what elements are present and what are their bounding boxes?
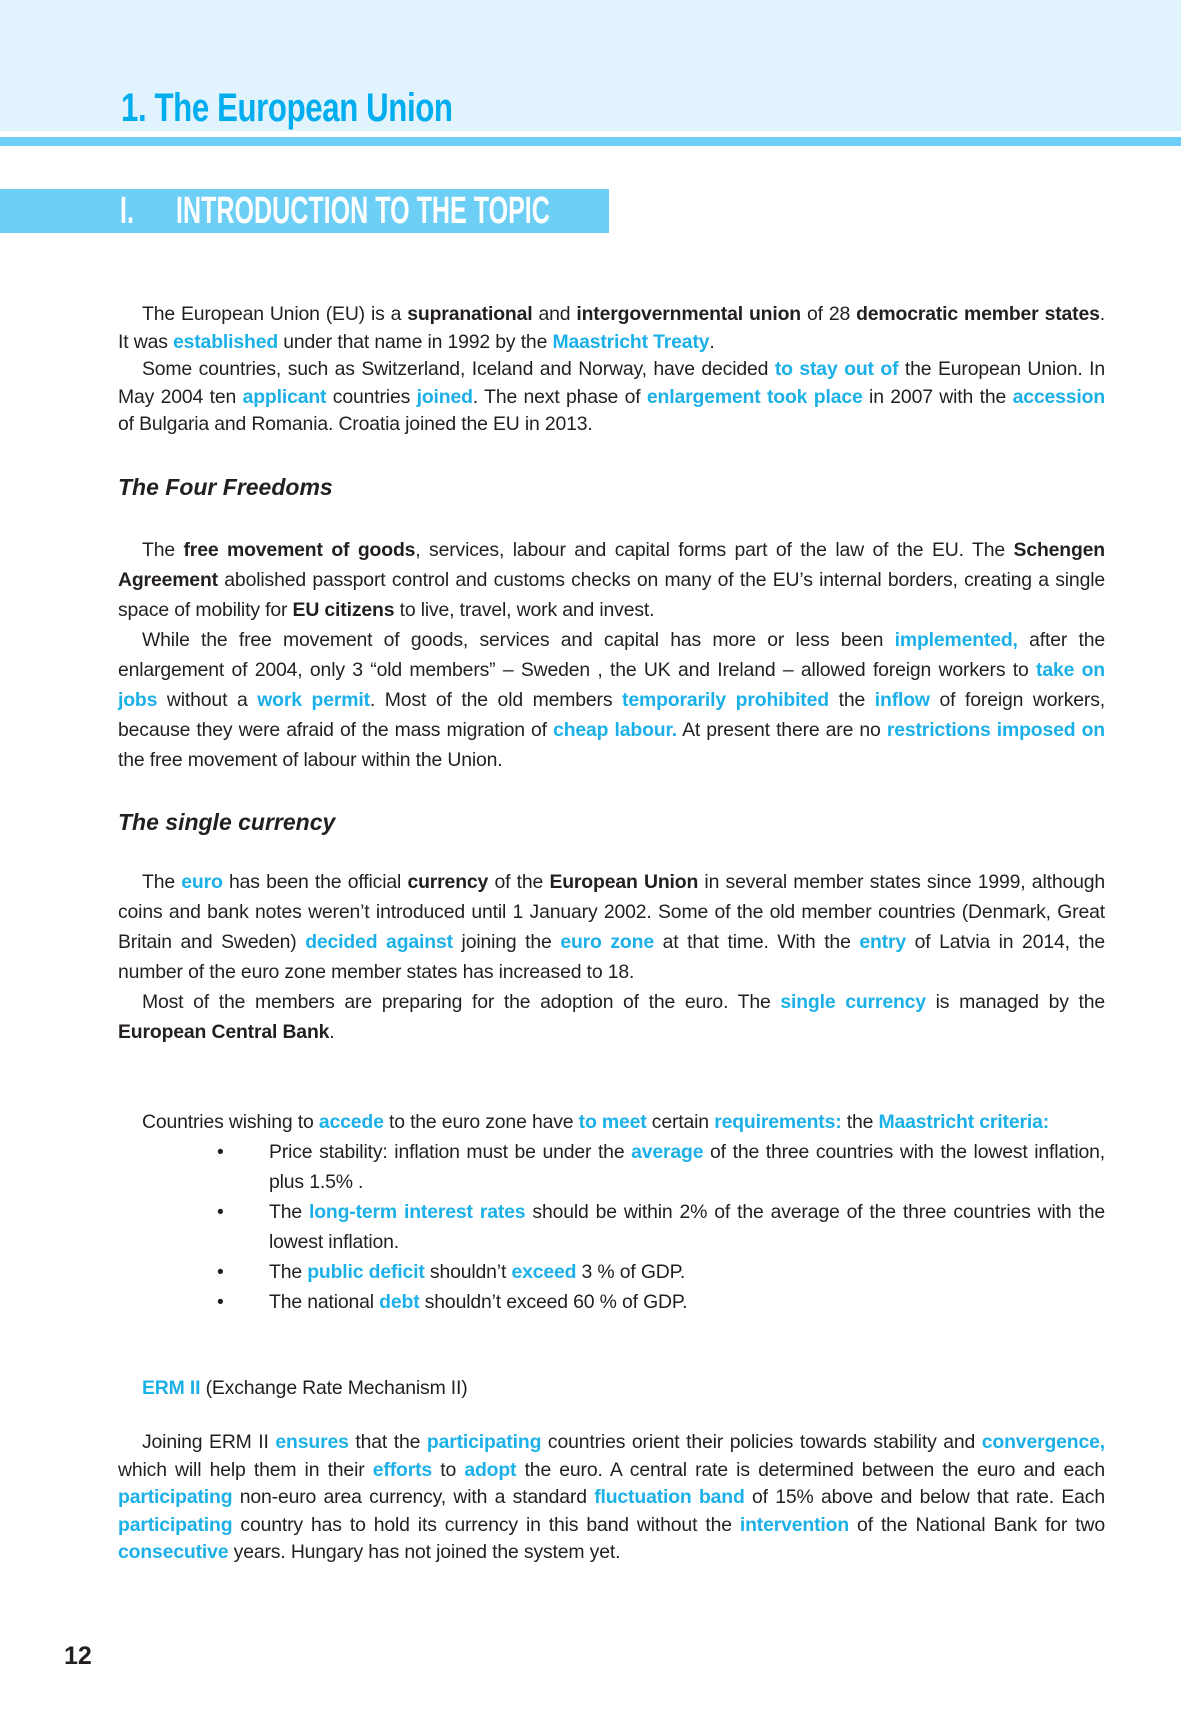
bullet-icon: • <box>217 1291 224 1313</box>
list-item: • Price stability: inflation must be under the average of the three countries with the lowest inflation, plus 1.5% . <box>118 1137 1105 1197</box>
intro-text-block <box>118 301 1105 439</box>
chapter-title: 1. The European Union <box>121 86 453 130</box>
four-freedoms-text-block <box>118 535 1105 775</box>
erm-label: ERM II (Exchange Rate Mechanism II) <box>142 1377 468 1399</box>
vocab-term: Maastricht Treaty <box>552 330 710 353</box>
vocab-term: convergence, <box>981 1431 1105 1453</box>
four-freedoms-paragraph-1: The free movement of goods, services, labour and capital forms part of the law of the EU. The Schengen Agreement abolished passport control and customs checks on many of the EU’s internal borders, creating a single space of mobility for EU citizens to live, travel, work and invest. <box>118 539 1105 621</box>
erm-text-block <box>118 1429 1105 1567</box>
vocab-term: adopt <box>464 1458 517 1481</box>
maastricht-criteria-list <box>118 1137 1105 1317</box>
section-title: INTRODUCTION TO THE TOPIC <box>176 190 550 232</box>
bold-term: currency <box>407 871 489 893</box>
vocab-term: restrictions imposed on <box>886 719 1106 741</box>
vocab-term: participating <box>118 1486 233 1508</box>
intro-paragraph-2: Some countries, such as Switzerland, Iceland and Norway, have decided to stay out of the European Union. In May 2004 ten applicant countries joined. The next phase of enlargement took place in 2007 with the accession of Bulgaria and Romania. Croatia joined the EU in 2013. <box>118 358 1106 435</box>
vocab-term: ERM II <box>142 1377 201 1399</box>
vocab-term: work permit <box>257 689 370 711</box>
vocab-term: to stay out of <box>774 358 899 380</box>
list-item: • The long-term interest rates should be within 2% of the average of the three countries with the lowest inflation. <box>118 1197 1105 1257</box>
criteria-intro-paragraph: Countries wishing to accede to the euro zone have to meet certain requirements: the Maastricht criteria: <box>142 1111 1050 1133</box>
page-number: 12 <box>64 1642 92 1670</box>
vocab-term: accession <box>1012 385 1106 408</box>
vocab-term: participating <box>118 1513 233 1536</box>
vocab-term: inflow <box>874 689 930 711</box>
vocab-term: fluctuation band <box>594 1486 745 1508</box>
vocab-term: ensures <box>275 1431 349 1453</box>
vocab-term: efforts <box>372 1458 433 1481</box>
criteria-text-block <box>118 1107 1105 1317</box>
vocab-term: requirements: <box>714 1111 842 1133</box>
bullet-icon: • <box>217 1201 224 1223</box>
bold-term: EU citizens <box>292 599 395 621</box>
intro-paragraph-1: The European Union (EU) is a supranational and intergovernmental union of 28 democratic member states. It was established under that name in 1992 by the Maastricht Treaty. <box>118 303 1105 353</box>
vocab-term: participating <box>426 1431 542 1453</box>
vocab-term: cheap labour. <box>553 719 678 741</box>
vocab-term: joined <box>416 385 473 408</box>
bullet-icon: • <box>217 1261 224 1283</box>
vocab-term: enlargement took place <box>646 385 863 408</box>
single-currency-text-block <box>118 867 1105 1047</box>
vocab-term: euro zone <box>560 931 654 953</box>
bold-term: European Central Bank <box>118 1021 330 1043</box>
vocab-term: debt <box>379 1291 420 1313</box>
erm-label-block <box>118 1374 1105 1402</box>
vocab-term: public deficit <box>307 1261 425 1283</box>
vocab-term: accede <box>318 1111 384 1133</box>
vocab-term: temporarily prohibited <box>622 689 829 711</box>
list-item: • The public deficit shouldn’t exceed 3 % of GDP. <box>118 1257 1105 1287</box>
vocab-term: decided against <box>305 931 453 953</box>
single-currency-paragraph-1: The euro has been the official currency of the European Union in several member states since 1999, although coins and bank notes weren’t introduced until 1 January 2002. Some of the old member countries (Denmark, Great Britain and Sweden) decided against joining the euro zone at that time. With the entry of Latvia in 2014, the number of the euro zone member states has increased to 18. <box>118 871 1106 983</box>
vocab-term: consecutive <box>118 1541 229 1563</box>
erm-paragraph: Joining ERM II ensures that the participating countries orient their policies towards stability and convergence, which will help them in their efforts to adopt the euro. A central rate is determined between the euro and each participating non-euro area currency, with a standard fluctuation band of 15% above and below that rate. Each participating country has to hold its currency in this band without the intervention of the National Bank for two consecutive years. Hungary has not joined the system yet. <box>118 1431 1105 1563</box>
header-divider-stripe <box>0 137 1181 146</box>
vocab-term: exceed <box>511 1261 577 1283</box>
single-currency-paragraph-2: Most of the members are preparing for the adoption of the euro. The single currency is managed by the European Central Bank. <box>118 991 1105 1043</box>
vocab-term: Maastricht criteria: <box>878 1111 1050 1133</box>
vocab-term: single currency <box>780 991 926 1013</box>
vocab-term: to meet <box>578 1111 647 1133</box>
bold-term: supranational <box>407 303 533 325</box>
bold-term: European Union <box>549 871 699 893</box>
vocab-term: implemented, <box>894 629 1018 651</box>
bullet-icon: • <box>217 1141 224 1163</box>
vocab-term: entry <box>859 931 907 953</box>
subheading-four-freedoms: The Four Freedoms <box>118 474 333 500</box>
vocab-term: average <box>631 1141 704 1163</box>
vocab-term: intervention <box>739 1513 850 1536</box>
section-number: I. <box>120 190 134 232</box>
bold-term: free movement of goods <box>183 539 416 561</box>
vocab-term: take on jobs <box>118 659 1105 711</box>
four-freedoms-paragraph-2: While the free movement of goods, services and capital has more or less been implemented, after the enlargement of 2004, only 3 “old members” – Sweden , the UK and Ireland – allowed foreign workers to take on jobs without a work permit. Most of the old members temporarily prohibited the inflow of foreign workers, because they were afraid of the mass migration of cheap labour. At present there are no restrictions imposed on the free movement of labour within the Union. <box>118 629 1106 771</box>
vocab-term: established <box>172 330 279 353</box>
list-item: • The national debt shouldn’t exceed 60 % of GDP. <box>118 1287 1105 1317</box>
bold-term: Schengen Agreement <box>118 539 1105 591</box>
vocab-term: applicant <box>242 385 327 408</box>
bold-term: democratic member states <box>856 303 1100 325</box>
bold-term: intergovernmental union <box>576 303 801 325</box>
vocab-term: euro <box>181 871 223 893</box>
subheading-single-currency: The single currency <box>118 809 336 835</box>
vocab-term: long-term interest rates <box>308 1201 526 1223</box>
